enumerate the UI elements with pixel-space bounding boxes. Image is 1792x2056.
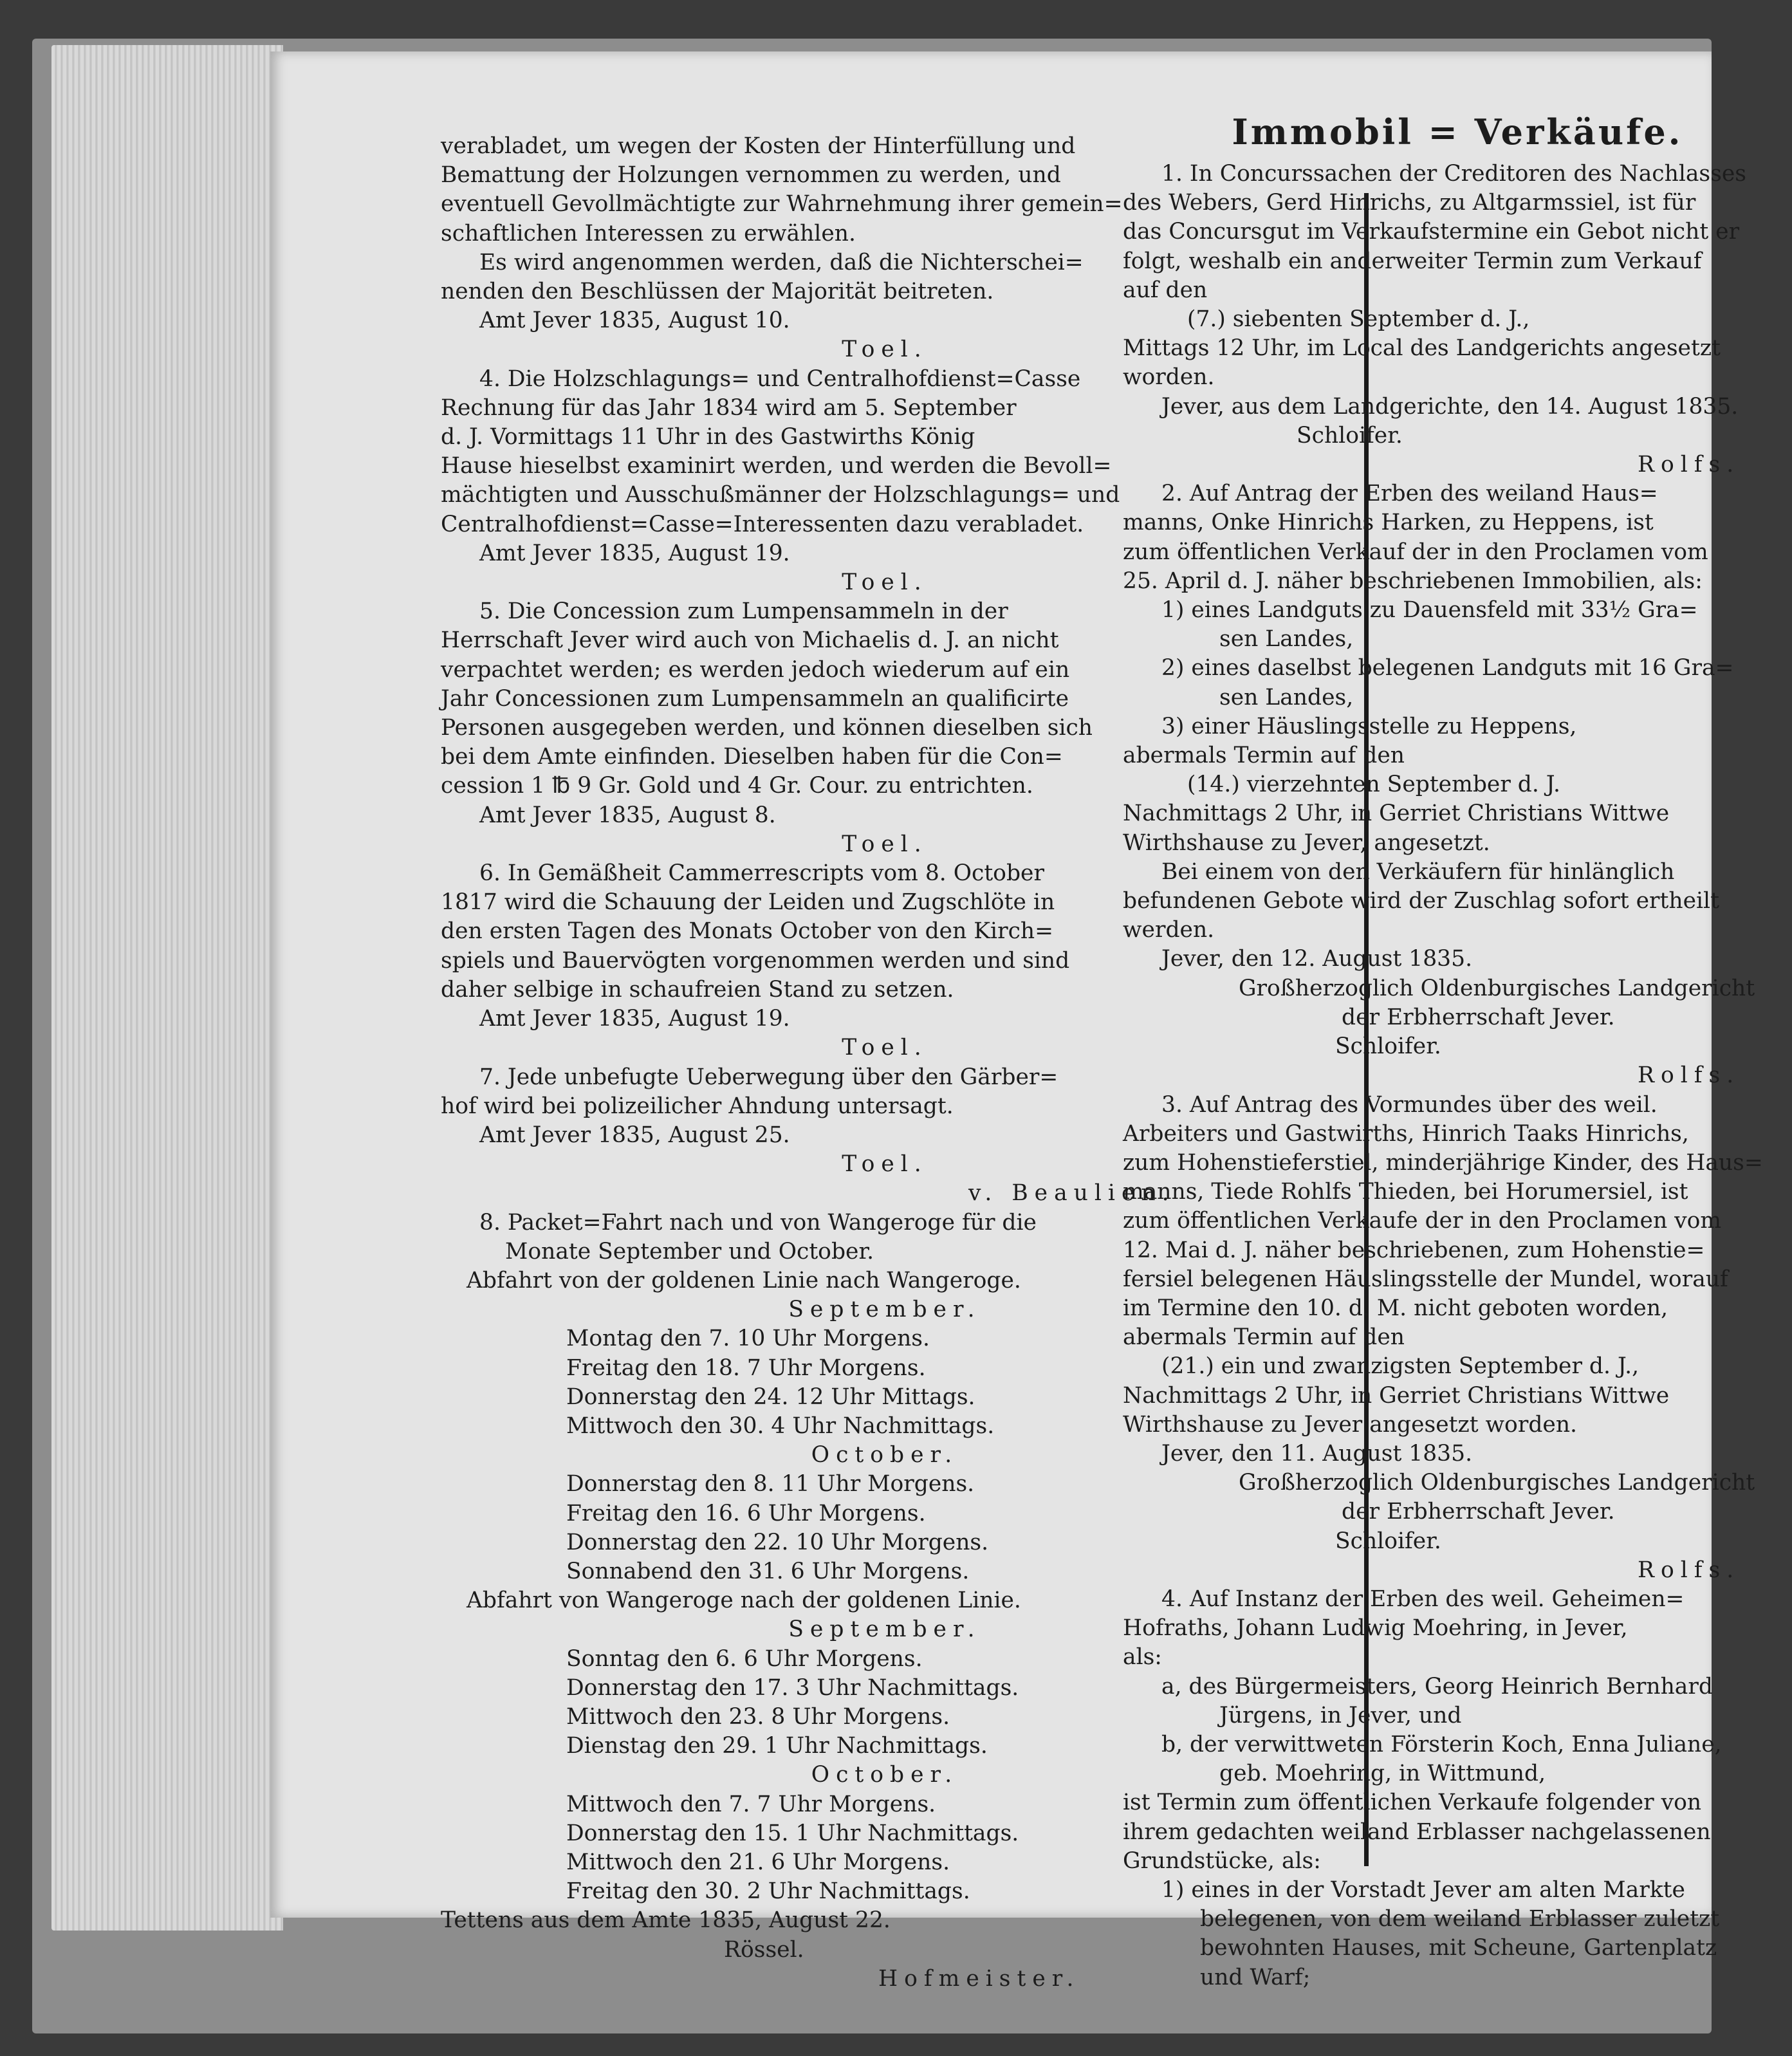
newspaper-page	[270, 51, 1763, 1992]
text-line: zum öffentlichen Verkaufe der in den Proclamen vom	[1123, 1208, 1722, 1234]
text-line: den ersten Tagen des Monats October von den Kirch=	[441, 918, 1054, 945]
schedule-entry: Mittwoch den 23. 8 Uhr Morgens.	[566, 1703, 950, 1730]
schedule-heading: Abfahrt von der goldenen Linie nach Wangeroge.	[466, 1267, 1021, 1293]
signature: v. Beaulien.	[968, 1180, 1176, 1207]
text-line: Es wird angenommen werden, daß die Nichterschei=	[479, 249, 1084, 275]
month-heading: October.	[811, 1442, 959, 1468]
signature: Rolfs.	[1638, 1062, 1741, 1089]
list-item: Jürgens, in Jever, und	[1219, 1702, 1462, 1728]
section-heading: Immobil = Verkäufe.	[1232, 111, 1683, 153]
list-item: b, der verwittweten Försterin Koch, Enna Juliane,	[1161, 1731, 1722, 1757]
text-line: 6. In Gemäßheit Cammerrescripts vom 8. October	[479, 860, 1044, 887]
text-line: Centralhofdienst=Casse=Interessenten dazu verabladet.	[441, 511, 1084, 537]
text-line: mächtigten und Ausschußmänner der Holzschlagungs= und	[441, 482, 1120, 508]
schedule-entry: Donnerstag den 15. 1 Uhr Nachmittags.	[566, 1820, 1019, 1846]
court-name: der Erbherrschaft Jever.	[1342, 1499, 1615, 1525]
text-line: 7. Jede unbefugte Ueberwegung über den Gärber=	[479, 1064, 1058, 1090]
text-line: spiels und Bauervögten vorgenommen werden und sind	[441, 947, 1070, 974]
schedule-entry: Donnerstag den 22. 10 Uhr Morgens.	[566, 1529, 989, 1555]
schedule-entry: Freitag den 16. 6 Uhr Morgens.	[566, 1500, 926, 1526]
text-line: 2. Auf Antrag der Erben des weiland Haus=	[1161, 481, 1658, 507]
date-line: Jever, den 12. August 1835.	[1161, 946, 1473, 972]
list-item: sen Landes,	[1219, 684, 1354, 710]
text-line: Bemattung der Holzungen vernommen zu werden, und	[441, 162, 1061, 189]
text-line: Rechnung für das Jahr 1834 wird am 5. September	[441, 394, 1017, 421]
text-line: 4. Auf Instanz der Erben des weil. Geheimen=	[1161, 1586, 1685, 1612]
list-item: sen Landes,	[1219, 626, 1354, 653]
text-line: Arbeiters und Gastwirths, Hinrich Taaks Hinrichs,	[1123, 1120, 1689, 1147]
schedule-entry: Dienstag den 29. 1 Uhr Nachmittags.	[566, 1733, 988, 1759]
text-line: ist Termin zum öffentlichen Verkaufe folgender von	[1123, 1790, 1702, 1816]
list-item: a, des Bürgermeisters, Georg Heinrich Bernhard	[1161, 1673, 1713, 1699]
text-line: Mittags 12 Uhr, im Local des Landgerichts angesetzt	[1123, 335, 1721, 362]
date-term: (14.) vierzehnten September d. J.	[1187, 772, 1560, 798]
month-heading: September.	[788, 1616, 981, 1643]
text-line: Jahr Concessionen zum Lumpensammeln an qualificirte	[441, 685, 1069, 712]
text-line: Personen ausgegeben werden, und können dieselben sich	[441, 715, 1093, 741]
text-line: ihrem gedachten weiland Erblasser nachgelassenen	[1123, 1819, 1711, 1845]
text-line: schaftlichen Interessen zu erwählen.	[441, 220, 856, 246]
text-line: manns, Onke Hinrichs Harken, zu Heppens, ist	[1123, 510, 1654, 536]
signature: Schloifer.	[1335, 1528, 1441, 1554]
text-line: daher selbige in schaufreien Stand zu setzen.	[441, 976, 954, 1003]
text-line: nenden den Beschlüssen der Majorität beitreten.	[441, 279, 994, 305]
text-line: werden.	[1123, 917, 1215, 943]
text-line: manns, Tiede Rohlfs Thieden, bei Horumersiel, ist	[1123, 1179, 1688, 1205]
text-line: 3. Auf Antrag des Vormundes über des weil.	[1161, 1091, 1658, 1118]
date-line: Jever, aus dem Landgerichte, den 14. August 1835.	[1161, 393, 1739, 420]
text-line: als:	[1123, 1644, 1162, 1671]
text-line: 25. April d. J. näher beschriebenen Immobilien, als:	[1123, 568, 1703, 594]
text-line: im Termine den 10. d. M. nicht geboten worden,	[1123, 1295, 1668, 1321]
court-name: der Erbherrschaft Jever.	[1342, 1004, 1615, 1030]
signature: Rolfs.	[1638, 1557, 1741, 1583]
text-line: des Webers, Gerd Hinrichs, zu Altgarmssiel, ist für	[1123, 190, 1696, 216]
text-line: 8. Packet=Fahrt nach und von Wangeroge für die	[479, 1209, 1037, 1236]
text-line: verpachtet werden; es werden jedoch wiederum auf ein	[441, 656, 1070, 683]
date-line: Tettens aus dem Amte 1835, August 22.	[441, 1907, 891, 1934]
list-item: 3) einer Häuslingsstelle zu Heppens,	[1161, 713, 1577, 739]
signature: Hofmeister.	[878, 1965, 1080, 1992]
text-line: Wirthshause zu Jever, angesetzt.	[1123, 829, 1490, 856]
text-line: Grundstücke, als:	[1123, 1848, 1321, 1874]
text-line: befundenen Gebote wird der Zuschlag sofort ertheilt	[1123, 888, 1719, 914]
text-line: bei dem Amte einfinden. Dieselben haben für die Con=	[441, 744, 1063, 770]
text-line: hof wird bei polizeilicher Ahndung untersagt.	[441, 1093, 954, 1119]
schedule-entry: Mittwoch den 21. 6 Uhr Morgens.	[566, 1849, 950, 1875]
signature: Toel.	[842, 1151, 928, 1178]
date-line: Jever, den 11. August 1835.	[1161, 1440, 1473, 1467]
text-line: abermals Termin auf den	[1123, 1324, 1405, 1351]
signature: Schloifer.	[1297, 422, 1403, 449]
page-edges	[51, 45, 283, 1931]
text-line: 1817 wird die Schauung der Leiden und Zugschlöte in	[441, 889, 1055, 916]
text-line: zum Hohenstieferstiel, minderjährige Kinder, des Haus=	[1123, 1149, 1763, 1176]
list-item: 1) eines in der Vorstadt Jever am alten Markte	[1161, 1876, 1685, 1903]
schedule-entry: Donnerstag den 8. 11 Uhr Morgens.	[566, 1471, 975, 1497]
signature: Rössel.	[724, 1936, 804, 1963]
signature: Toel.	[842, 570, 928, 596]
schedule-entry: Mittwoch den 30. 4 Uhr Nachmittags.	[566, 1412, 995, 1439]
signature: Toel.	[842, 831, 928, 857]
schedule-entry: Donnerstag den 24. 12 Uhr Mittags.	[566, 1384, 975, 1410]
text-line: Hofraths, Johann Ludwig Moehring, in Jever,	[1123, 1615, 1628, 1642]
text-line: eventuell Gevollmächtigte zur Wahrnehmung ihrer gemein=	[441, 191, 1123, 218]
text-line: 1. In Concurssachen der Creditoren des Nachlasses	[1161, 161, 1746, 187]
signature: Schloifer.	[1335, 1033, 1441, 1060]
text-line: Nachmittags 2 Uhr, in Gerriet Christians Wittwe	[1123, 1382, 1670, 1409]
text-line: d. J. Vormittags 11 Uhr in des Gastwirths König	[441, 424, 975, 450]
text-line: 12. Mai d. J. näher beschriebenen, zum Hohenstie=	[1123, 1237, 1705, 1263]
list-item: 2) eines daselbst belegenen Landguts mit 16 Gra=	[1161, 655, 1734, 681]
list-item: bewohnten Hauses, mit Scheune, Gartenplatz	[1200, 1935, 1717, 1961]
schedule-entry: Freitag den 30. 2 Uhr Nachmittags.	[566, 1878, 970, 1905]
date-line: Amt Jever 1835, August 19.	[479, 540, 790, 566]
text-line: abermals Termin auf den	[1123, 743, 1405, 769]
month-heading: October.	[811, 1762, 959, 1788]
list-item: geb. Moehring, in Wittmund,	[1219, 1761, 1546, 1787]
text-line: Hause hieselbst examinirt werden, und werden die Bevoll=	[441, 453, 1112, 479]
schedule-entry: Montag den 7. 10 Uhr Morgens.	[566, 1326, 930, 1352]
list-item: belegenen, von dem weiland Erblasser zuletzt	[1200, 1906, 1720, 1932]
list-item: und Warf;	[1200, 1964, 1311, 1990]
signature: Toel.	[842, 1035, 928, 1061]
month-heading: September.	[788, 1297, 981, 1323]
text-line: 4. Die Holzschlagungs= und Centralhofdienst=Casse	[479, 366, 1081, 392]
text-line: verabladet, um wegen der Kosten der Hinterfüllung und	[441, 133, 1076, 159]
text-line: Wirthshause zu Jever angesetzt worden.	[1123, 1411, 1578, 1438]
text-line: das Concursgut im Verkaufstermine ein Gebot nicht er	[1123, 219, 1740, 245]
signature: Toel.	[842, 337, 928, 363]
signature: Rolfs.	[1638, 452, 1741, 478]
schedule-entry: Sonnabend den 31. 6 Uhr Morgens.	[566, 1558, 970, 1584]
schedule-entry: Freitag den 18. 7 Uhr Morgens.	[566, 1355, 926, 1381]
date-line: Amt Jever 1835, August 19.	[479, 1006, 790, 1032]
schedule-entry: Mittwoch den 7. 7 Uhr Morgens.	[566, 1791, 936, 1817]
text-line: Herrschaft Jever wird auch von Michaelis d. J. an nicht	[441, 627, 1059, 654]
text-line: worden.	[1123, 364, 1215, 391]
date-term: (7.) siebenten September d. J.,	[1187, 306, 1530, 333]
schedule-heading: Abfahrt von Wangeroge nach der goldenen Linie.	[466, 1588, 1021, 1614]
text-line: auf den	[1123, 277, 1208, 303]
text-line: 5. Die Concession zum Lumpensammeln in der	[479, 598, 1008, 625]
court-name: Großherzoglich Oldenburgisches Landgericht	[1239, 1470, 1755, 1496]
date-line: Amt Jever 1835, August 10.	[479, 308, 790, 334]
date-line: Amt Jever 1835, August 8.	[479, 802, 776, 828]
date-line: Amt Jever 1835, August 25.	[479, 1122, 790, 1148]
right-column	[1123, 109, 1792, 1992]
text-line: Monate September und October.	[505, 1238, 874, 1264]
schedule-entry: Donnerstag den 17. 3 Uhr Nachmittags.	[566, 1674, 1019, 1701]
text-line: Nachmittags 2 Uhr, in Gerriet Christians Wittwe	[1123, 801, 1670, 827]
list-item: 1) eines Landguts zu Dauensfeld mit 33½ Gra=	[1161, 597, 1698, 624]
court-name: Großherzoglich Oldenburgisches Landgericht	[1239, 975, 1755, 1001]
text-line: fersiel belegenen Häuslingsstelle der Mundel, worauf	[1123, 1266, 1728, 1292]
date-term: (21.) ein und zwanzigsten September d. J.,	[1161, 1353, 1640, 1380]
text-line: zum öffentlichen Verkauf der in den Proclamen vom	[1123, 539, 1708, 565]
schedule-entry: Sonntag den 6. 6 Uhr Morgens.	[566, 1645, 923, 1672]
text-line: Bei einem von den Verkäufern für hinlänglich	[1161, 858, 1675, 885]
text-line: cession 1 ℔ 9 Gr. Gold und 4 Gr. Cour. zu entrichten.	[441, 773, 1033, 799]
text-line: folgt, weshalb ein anderweiter Termin zum Verkauf	[1123, 248, 1702, 274]
